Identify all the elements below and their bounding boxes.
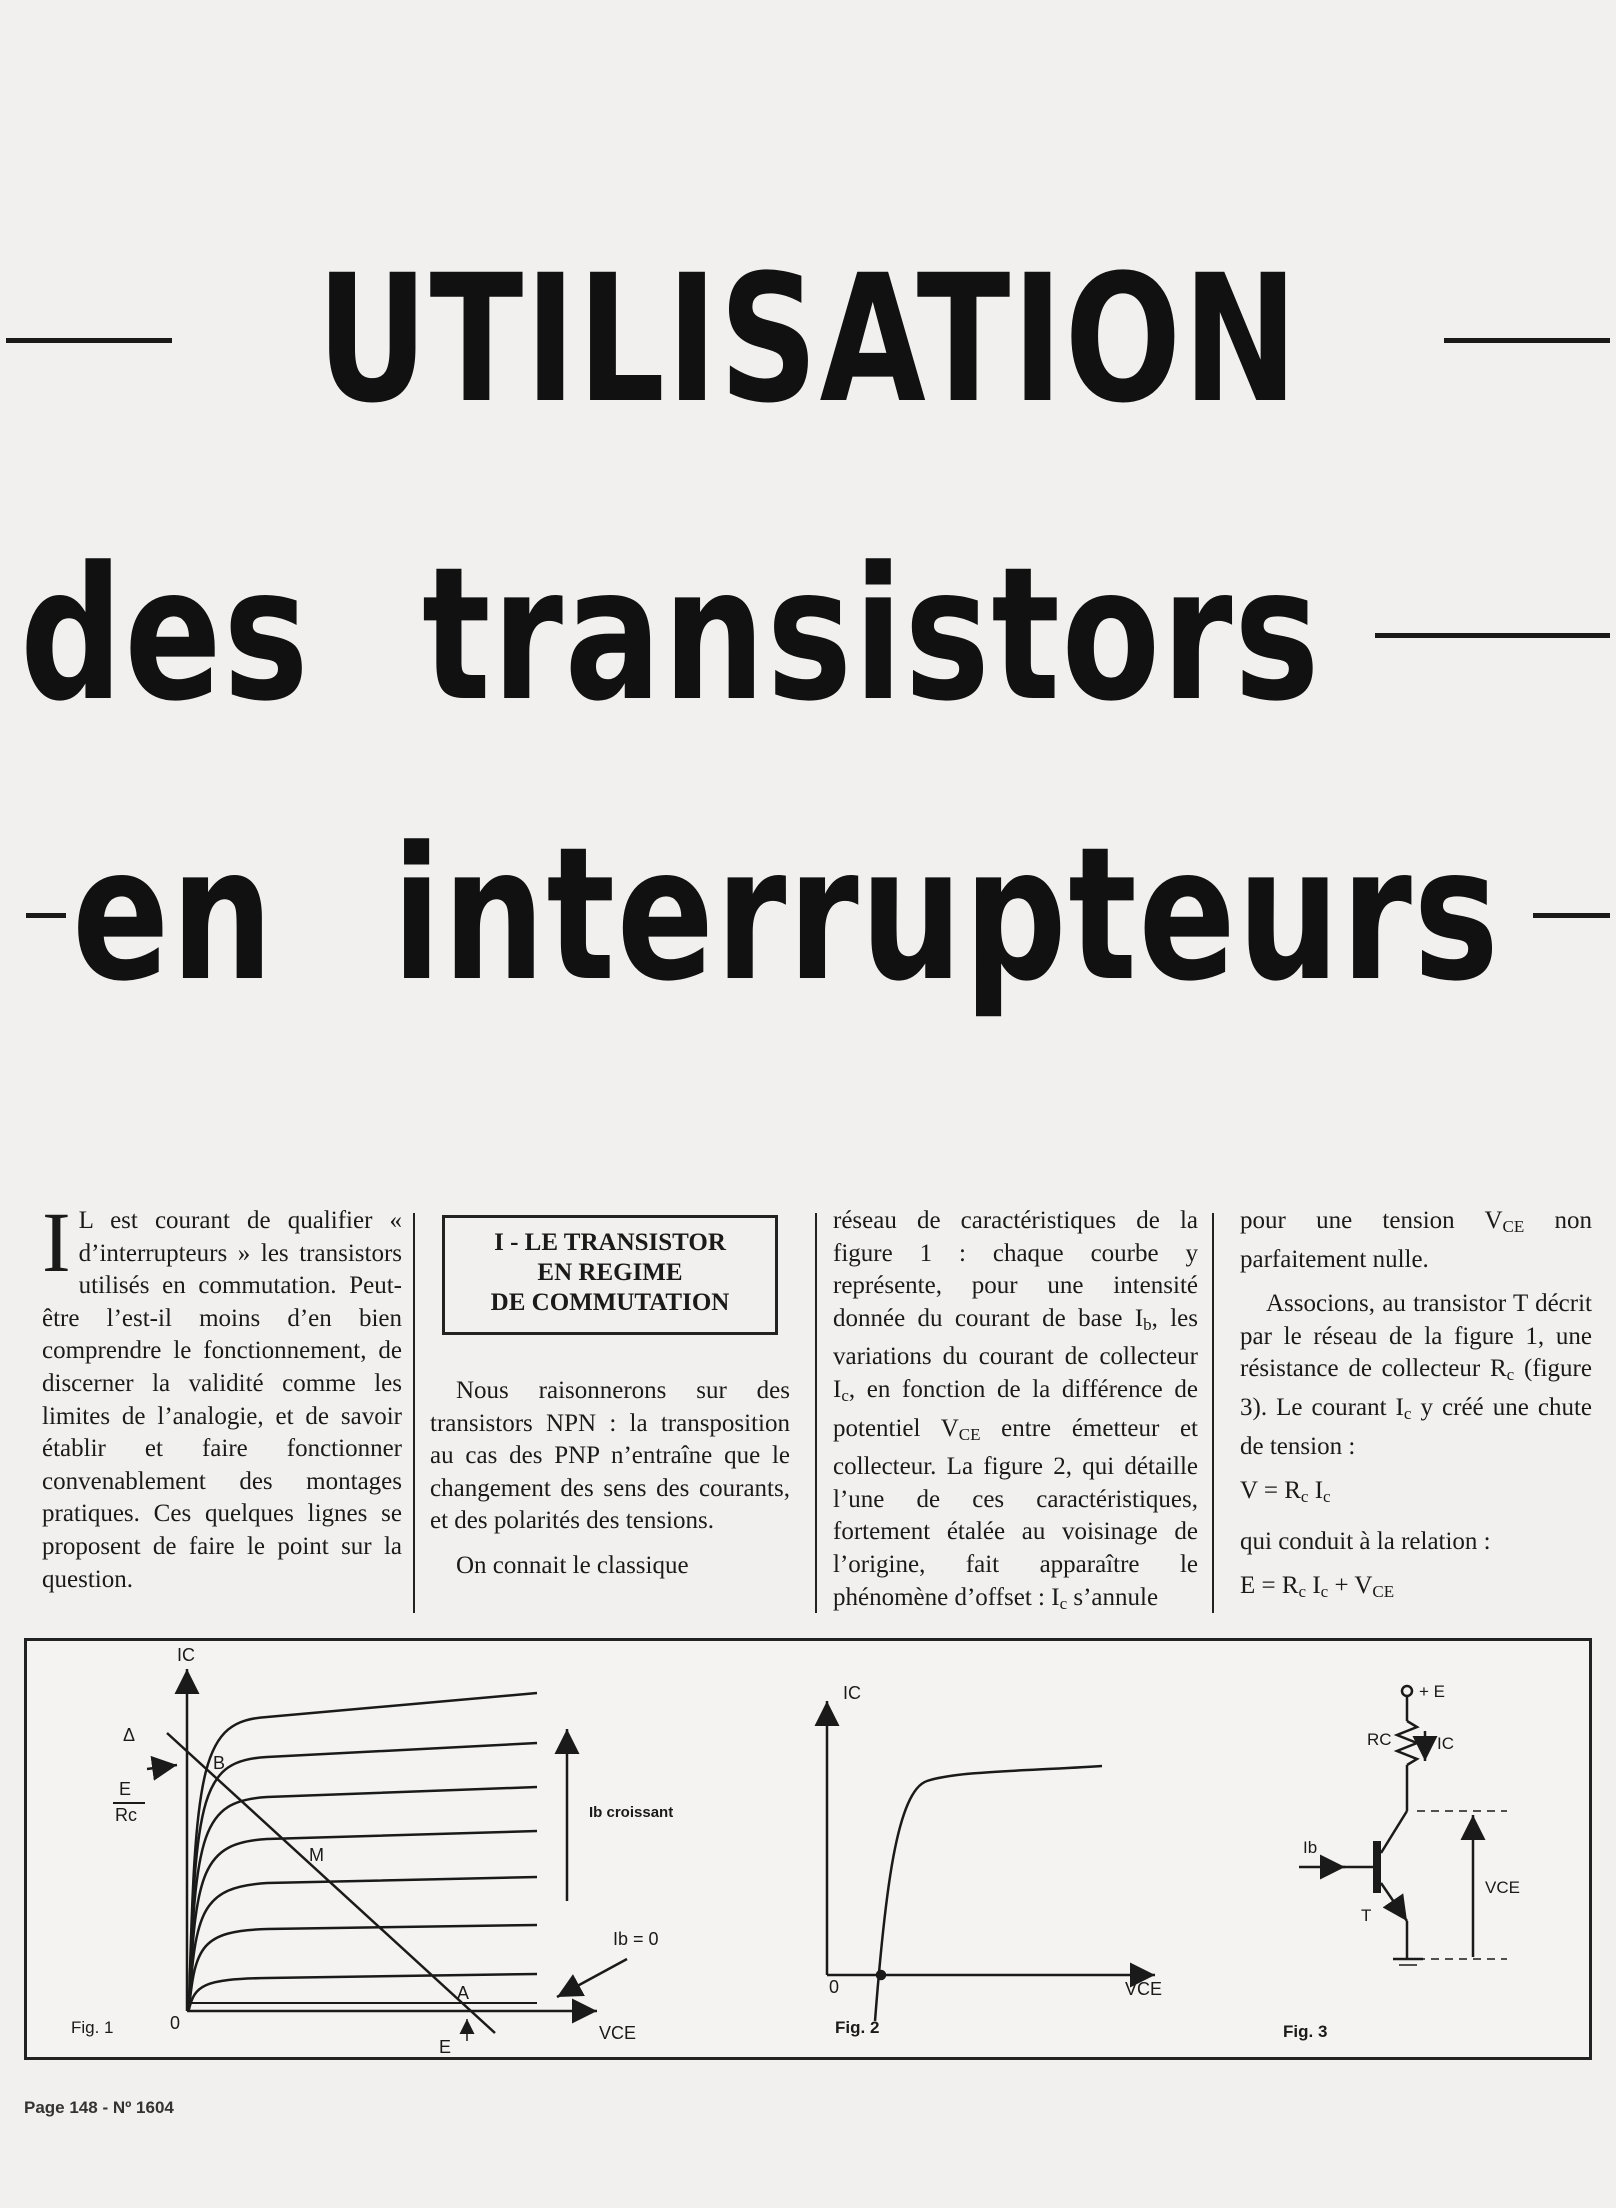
rule-right-2 <box>1375 633 1610 638</box>
fig1-curve <box>189 1925 537 2009</box>
section-heading-box <box>442 1215 778 1335</box>
fig1-ib0-label: Ib = 0 <box>613 1929 659 1949</box>
rule-left-3 <box>26 913 66 918</box>
fig1-origin: 0 <box>170 2013 181 2033</box>
section-heading-line: DE COMMUTATION <box>490 1289 730 1316</box>
headline-transistors: transistors <box>422 528 1322 742</box>
fig1-load-line <box>167 1733 495 2033</box>
fig3-resistor <box>1397 1721 1417 1765</box>
equation-1: $V = R_c$ $I_c$ <box>1240 1477 1331 1507</box>
fig1-curve <box>189 1743 537 2009</box>
fig2-curve <box>875 1766 1102 2021</box>
rule-right-3 <box>1533 913 1610 918</box>
fig1-e-den: Rc <box>115 1805 137 1825</box>
column-4 <box>1240 1205 1592 1615</box>
column-2 <box>430 1205 790 1615</box>
figure-1 <box>113 1669 627 2041</box>
paragraph: Associons, au transistor T décrit par le réseau de la figure 1, une résistance de collecteur $R_c$ (figure 3). Le courant $I_c$ y créé une chute de tension : <box>1240 1290 1592 1460</box>
fig2-origin: 0 <box>829 1977 840 1997</box>
fig1-y-label: IC <box>177 1645 195 1665</box>
fig3-vce-label: VCE <box>1485 1878 1520 1897</box>
fig2-x-label: VCE <box>1125 1979 1163 1999</box>
headline-des: des <box>20 528 311 742</box>
paragraph: On connait le classique <box>456 1551 689 1579</box>
fig3-collector <box>1381 1811 1407 1853</box>
rule-right <box>1444 338 1610 343</box>
drop-cap: I <box>42 1194 71 1290</box>
fig3-caption: Fig. 3 <box>1283 2022 1328 2041</box>
figure-panel <box>24 1638 1592 2060</box>
section-heading-line: EN REGIME <box>537 1259 683 1286</box>
fig1-point-a: A <box>457 1983 470 2003</box>
fig2-offset-point <box>877 1971 885 1979</box>
column-divider <box>815 1213 817 1613</box>
fig1-curve <box>189 1877 537 2009</box>
section-heading-line: I - LE TRANSISTOR <box>494 1229 726 1256</box>
column-divider <box>413 1213 415 1613</box>
headline-utilisation: UTILISATION <box>316 237 1300 442</box>
fig1-curve <box>189 1831 537 2009</box>
fig3-ib-label: Ib <box>1303 1838 1318 1857</box>
figures-svg <box>27 1641 1589 2057</box>
fig1-delta: Δ <box>123 1725 136 1745</box>
figure-2 <box>827 1701 1155 2021</box>
paragraph: réseau de caractéristiques de la figure 1 : chaque courbe y représente, pour une intensité donnée du courant de base $I_b$, les variations du courant de collecteur $I_c$, en fonction de la différence de potentiel $V_{CE}$ entre émetteur et collecteur. La figure 2, qui détaille l’une de ces caractéristiques, fortement étalée au voisinage de l’origine, fait apparaître le phénomène d’offset : $I_c$ s’annule <box>833 1207 1198 1613</box>
fig1-curve <box>189 1693 537 2009</box>
fig3-emitter <box>1381 1883 1407 1921</box>
headline-interrupteurs: interrupteurs <box>391 808 1501 1022</box>
fig2-caption: Fig. 2 <box>835 2018 880 2037</box>
fig2-y-label: IC <box>843 1683 861 1703</box>
fig1-e-arrow <box>147 1765 177 1769</box>
fig3-ic-label: IC <box>1437 1734 1454 1753</box>
fig1-ib0-arrow <box>557 1959 627 1997</box>
fig1-e-num: E <box>119 1779 132 1799</box>
page-footer: Page 148 - Nº 1604 <box>24 2098 174 2117</box>
intro-text: L est courant de qualifier « d’interrupteurs » les transistors utilisés en commutation. Peut-être l’est-il moins d’en bien comprendre le fonctionnement, de discerner la validité comme les limites de l’analogie, et de savoir établir et faire fonctionner convenablement des montages pratiques. Ces quelques lignes se proposent de faire le point sur la question. <box>42 1207 402 1593</box>
fig3-rc-label: RC <box>1367 1730 1392 1749</box>
headline-en: en <box>72 808 275 1022</box>
equation-2: $E = R_c$ $I_c + V_{CE}$ <box>1240 1572 1395 1602</box>
fig3-t-label: T <box>1361 1906 1372 1925</box>
headline-line-3 <box>0 808 1616 1022</box>
fig1-point-b: B <box>213 1753 226 1773</box>
fig1-point-m: M <box>309 1845 324 1865</box>
headline-line-2 <box>0 528 1616 742</box>
fig3-supply-label: + E <box>1419 1682 1445 1701</box>
rule-left <box>6 338 172 343</box>
fig3-supply-terminal <box>1402 1686 1412 1696</box>
fig1-x-label: VCE <box>599 2023 637 2043</box>
fig1-ib-label: Ib croissant <box>589 1804 674 1821</box>
column-1 <box>42 1194 402 1615</box>
column-3 <box>833 1205 1198 1615</box>
paragraph: qui conduit à la relation : <box>1240 1527 1491 1555</box>
fig1-e-axis-label: E <box>439 2037 452 2057</box>
paragraph: Nous raisonnerons sur des transistors NPN : la transposition au cas des PNP n’entraîne que le changement des sens des courants, et des polarités des tensions. <box>430 1377 790 1535</box>
fig1-caption: Fig. 1 <box>71 2018 114 2037</box>
headline-line-1 <box>0 237 1616 442</box>
figure-3 <box>1299 1686 1507 1965</box>
column-divider <box>1212 1213 1214 1613</box>
paragraph: pour une tension $V_{CE}$ non parfaitement nulle. <box>1240 1207 1593 1273</box>
